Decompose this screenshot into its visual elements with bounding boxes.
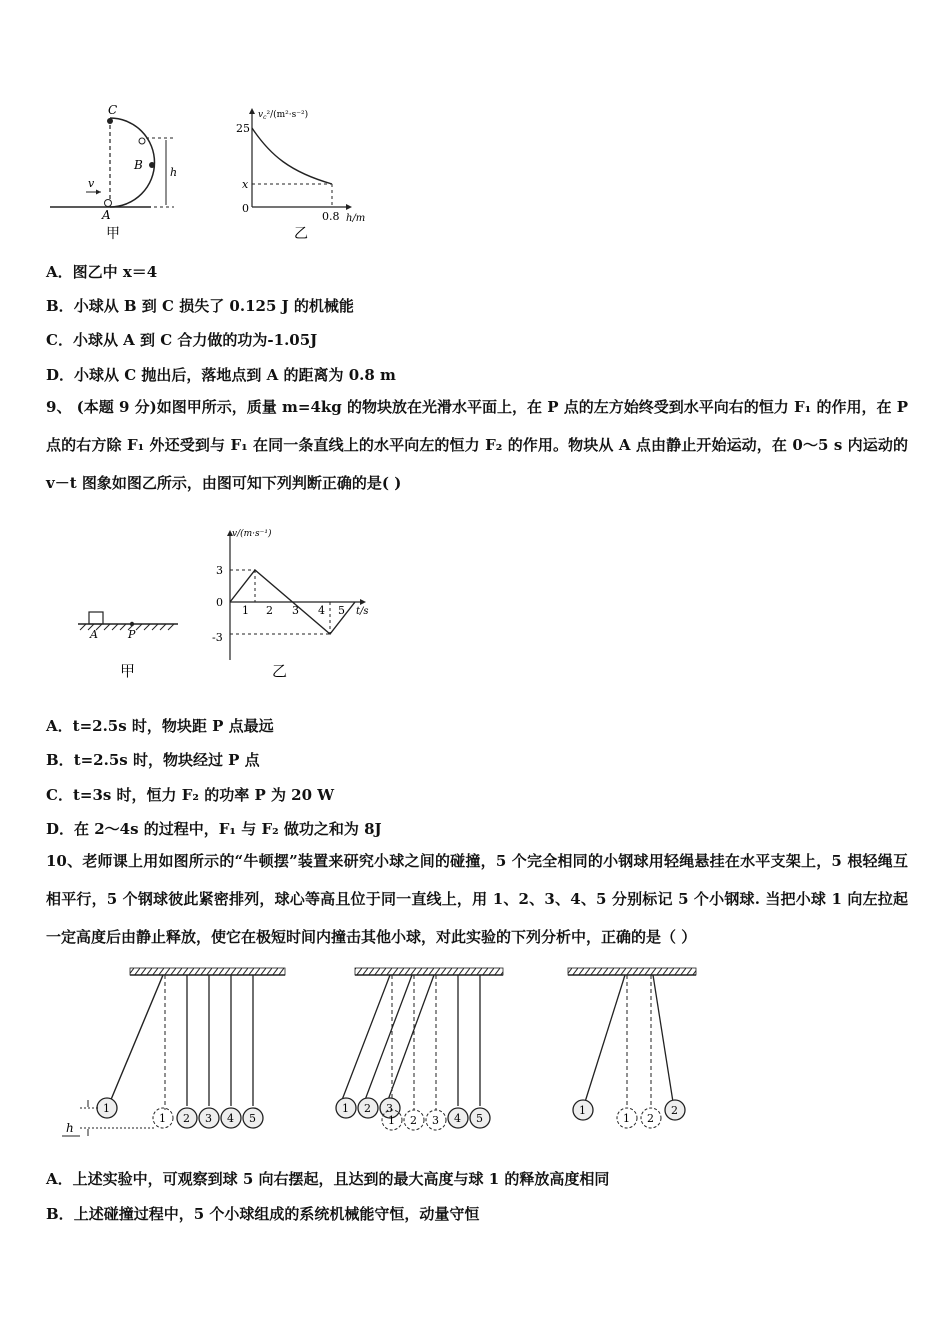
y-axis-label: v/(m·s⁻¹)	[232, 529, 272, 539]
q9-figure-jia	[70, 600, 190, 685]
x-axis-label: h/m	[346, 213, 366, 224]
q10-figure	[50, 960, 910, 1150]
svg-text:2: 2	[364, 1102, 371, 1115]
y-tick-x: x	[242, 178, 249, 191]
svg-text:1: 1	[388, 1114, 395, 1127]
label-A: A	[102, 208, 111, 222]
label-B: B	[134, 158, 143, 172]
block	[89, 612, 103, 624]
svg-text:3: 3	[205, 1112, 212, 1125]
y-tick-25: 25	[236, 122, 250, 135]
label-A: A	[90, 628, 98, 641]
q9-vt-chart	[210, 520, 390, 685]
y-tick-neg3: -3	[212, 631, 223, 644]
caption-yi: 乙	[294, 226, 308, 242]
label-C: C	[108, 103, 118, 117]
svg-text:2: 2	[671, 1104, 678, 1117]
svg-text:2: 2	[647, 1112, 654, 1125]
svg-text:1: 1	[623, 1112, 630, 1125]
x-tick-3: 3	[292, 604, 299, 617]
origin-label: 0	[216, 596, 223, 609]
caption-jia: 甲	[120, 662, 136, 680]
q8-figure-jia	[46, 100, 196, 245]
q8-option-b[interactable]: B．小球从 B 到 C 损失了 0.125 J 的机械能	[46, 297, 354, 315]
label-v: v	[88, 177, 95, 190]
ball-at-B	[149, 162, 155, 168]
cradle-panel-2	[336, 968, 503, 1130]
svg-text:5: 5	[476, 1112, 483, 1125]
x-tick-5: 5	[338, 604, 345, 617]
svg-text:4: 4	[454, 1112, 461, 1125]
y-tick-3: 3	[216, 564, 223, 577]
ball-at-A	[105, 200, 112, 207]
q10-option-b[interactable]: B．上述碰撞过程中，5 个小球组成的系统机械能守恒，动量守恒	[46, 1205, 480, 1223]
svg-text:4: 4	[227, 1112, 234, 1125]
semicircle-track	[110, 118, 155, 207]
caption-yi: 乙	[272, 662, 288, 680]
point-P	[130, 622, 134, 626]
svg-text:3: 3	[386, 1102, 393, 1115]
svg-text:1: 1	[159, 1112, 166, 1125]
label-P: P	[128, 628, 136, 641]
y-axis-arrow	[249, 108, 255, 114]
q9-option-d[interactable]: D．在 2～4s 的过程中，F₁ 与 F₂ 做功之和为 8J	[46, 820, 382, 838]
q9-option-c[interactable]: C．t=3s 时，恒力 F₂ 的功率 P 为 20 W	[46, 786, 335, 804]
svg-text:2: 2	[183, 1112, 190, 1125]
q8-option-d[interactable]: D．小球从 C 抛出后，落地点到 A 的距离为 0.8 m	[46, 366, 396, 384]
q8-figure-yi	[230, 100, 390, 245]
q9-option-a[interactable]: A．t=2.5s 时，物块距 P 点最远	[46, 717, 274, 735]
q9-option-b[interactable]: B．t=2.5s 时，物块经过 P 点	[46, 751, 260, 769]
svg-text:1: 1	[103, 1102, 110, 1115]
cradle-panel-3	[568, 968, 696, 1128]
q8-option-c[interactable]: C．小球从 A 到 C 合力做的功为-1.05J	[46, 331, 318, 349]
x-tick-1: 1	[242, 604, 249, 617]
q8-option-a[interactable]: A．图乙中 x＝4	[46, 263, 158, 281]
origin-label: 0	[242, 202, 249, 215]
svg-text:5: 5	[249, 1112, 256, 1125]
q10-option-a[interactable]: A．上述实验中，可观察到球 5 向右摆起，且达到的最大高度与球 1 的释放高度相同	[46, 1170, 610, 1188]
y-axis-label: $v_c^2/(m^2\cdot s^{-2})$	[258, 110, 309, 121]
x-tick-4: 4	[318, 604, 325, 617]
ball-top-right	[139, 138, 145, 144]
x-axis-label: t/s	[356, 606, 369, 617]
x-tick-0.8: 0.8	[322, 210, 340, 223]
q9-stem: 9、 (本题 9 分)如图甲所示，质量 m=4kg 的物块放在光滑水平面上，在 P 点的左方始终受到水平向右的恒力 F₁ 的作用，在 P 点的右方除 F₁ 外还受到与 F₁ 在同一条直线上的水平向左的恒力 F₂ 的作用。物块从 A 点由静止开始运动，在 0～5 s 内运动的 v－t 图象如图乙所示，由图可知下列判断正确的是( )	[46, 398, 908, 492]
x-axis-arrow	[360, 599, 366, 605]
label-h: h	[66, 1121, 74, 1135]
energy-curve	[252, 128, 332, 184]
svg-text:3: 3	[432, 1114, 439, 1127]
svg-text:2: 2	[410, 1114, 417, 1127]
label-h: h	[170, 166, 178, 179]
cradle-panel-1	[62, 968, 285, 1136]
caption-jia: 甲	[106, 226, 120, 242]
svg-text:1: 1	[579, 1104, 586, 1117]
q10-stem: 10、老师课上用如图所示的“牛顿摆”装置来研究小球之间的碰撞，5 个完全相同的小钢球用轻绳悬挂在水平支架上，5 根轻绳互相平行，5 个钢球彼此紧密排列，球心等高且位于同一直线上，用 1、2、3、4、5 分别标记 5 个小钢球. 当把小球 1 向左拉起一定高度后由静止释放，使它在极短时间内撞击其他小球，对此实验的下列分析中，正确的是（ ）	[46, 852, 908, 946]
svg-text:1: 1	[342, 1102, 349, 1115]
x-axis-arrow	[346, 204, 352, 210]
velocity-arrow-head	[96, 190, 101, 195]
ball-at-C	[107, 118, 113, 124]
x-tick-2: 2	[266, 604, 273, 617]
